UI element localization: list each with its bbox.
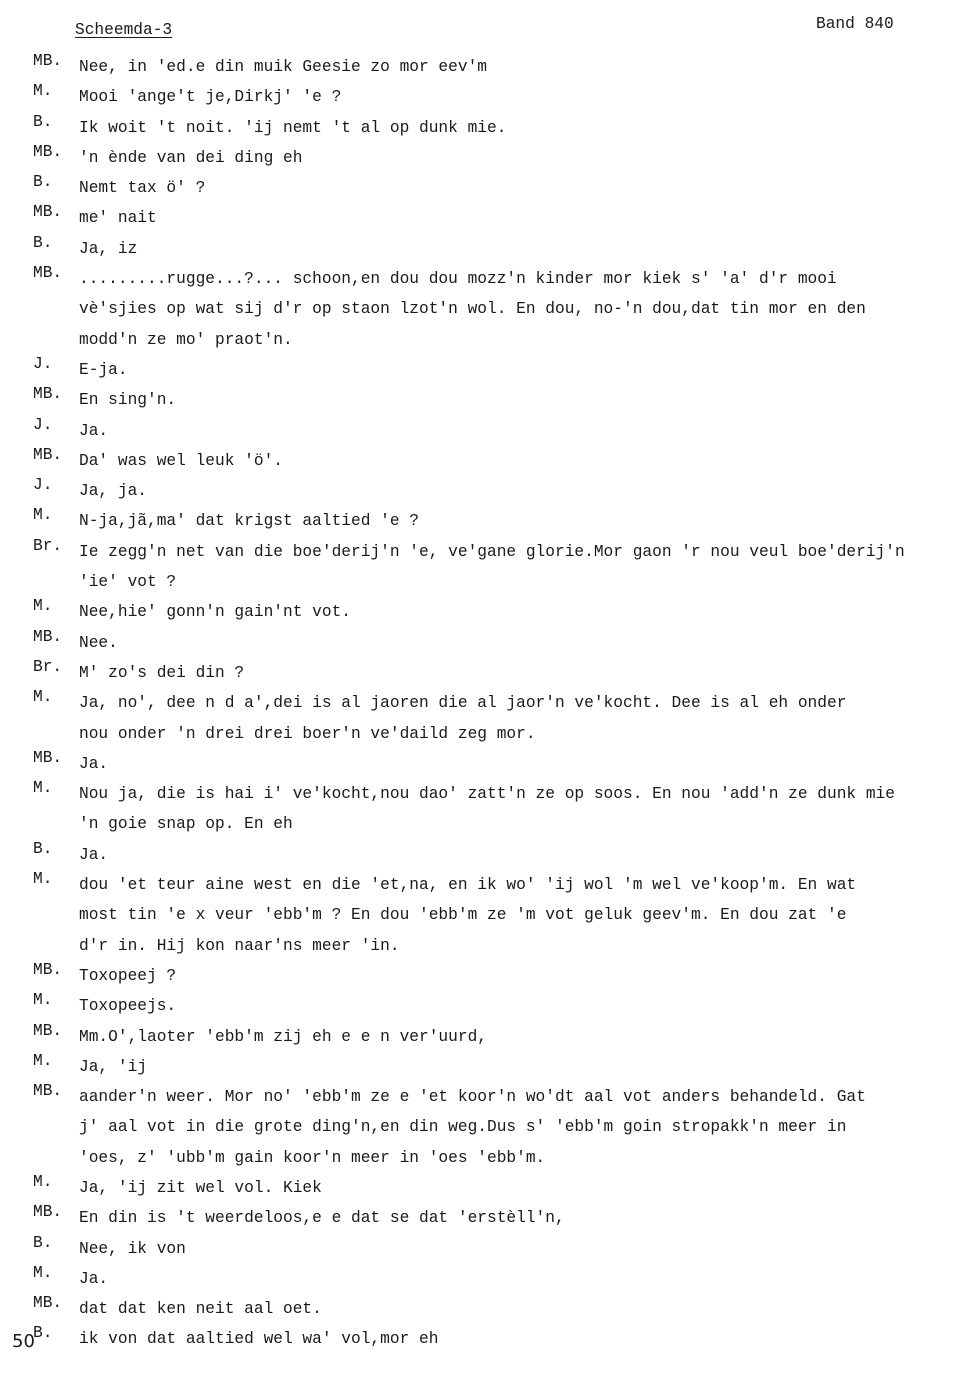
utterance (33, 1022, 978, 1052)
utterance (33, 779, 978, 840)
speaker-label: MB. (33, 264, 63, 283)
utterance-text (79, 52, 978, 82)
speaker-label: MB. (33, 385, 63, 404)
utterance-text (79, 82, 978, 112)
band-label: Band 840 (816, 15, 894, 33)
speaker-label: MB. (33, 52, 63, 70)
utterance-line: vè'sjies op wat sij d'r op staon lzot'n wol. En dou, no-'n dou,dat tin mor en den (79, 300, 866, 319)
utterance-line: Ja, 'ij (79, 1057, 147, 1076)
utterance (33, 537, 978, 598)
speaker-label: MB. (33, 445, 63, 464)
speaker-label: B. (33, 1233, 53, 1252)
utterance-line: j' aal vot in die grote ding'n,en din weg.Dus s' 'ebb'm goin stropakk'n meer in (79, 1118, 847, 1137)
utterance-line: 'ie' vot ? (79, 573, 177, 592)
utterance-line: Nee, ik von (79, 1239, 186, 1258)
page-number: 50 (12, 1331, 35, 1352)
utterance-text (79, 537, 978, 598)
speaker-label: MB. (33, 1294, 63, 1313)
utterance-line: Ja. (79, 754, 109, 773)
utterance-text (79, 1022, 978, 1052)
utterance-line: 'oes, z' 'ubb'm gain koor'n meer in 'oes 'ebb'm. (79, 1148, 546, 1167)
utterance-line: M' zo's dei din ? (79, 663, 245, 682)
utterance-text (79, 385, 978, 415)
utterance (33, 961, 978, 991)
utterance (33, 416, 978, 446)
utterance-text (79, 1264, 978, 1294)
speaker-label: MB. (33, 748, 63, 767)
utterance (33, 840, 978, 870)
utterance-line: Ja, ja. (79, 482, 147, 501)
utterance-line: aander'n weer. Mor no' 'ebb'm ze e 'et koor'n wo'dt aal vot anders behandeld. Gat (79, 1088, 866, 1107)
utterance (33, 1294, 978, 1324)
utterance (33, 1234, 978, 1264)
utterance-text (79, 991, 978, 1021)
speaker-label: B. (33, 839, 53, 858)
utterance-line: Ja. (79, 1269, 109, 1288)
utterance-text (79, 1052, 978, 1082)
utterance-line: dat dat ken neit aal oet. (79, 1300, 322, 1319)
utterance (33, 1173, 978, 1203)
utterance (33, 203, 978, 233)
utterance (33, 446, 978, 476)
speaker-label: M. (33, 1051, 53, 1070)
utterance (33, 1082, 978, 1173)
utterance (33, 991, 978, 1021)
utterance-text (79, 1324, 978, 1354)
utterance (33, 1052, 978, 1082)
utterance (33, 476, 978, 506)
utterance-line: Nee, in 'ed.e din muik Geesie zo mor eev'm (79, 58, 487, 76)
speaker-label: B. (33, 112, 53, 131)
utterance-text (79, 688, 978, 749)
utterance-text (79, 143, 978, 173)
utterance-text (79, 1234, 978, 1264)
speaker-label: MB. (33, 142, 63, 161)
utterance (33, 870, 978, 961)
speaker-label: MB. (33, 1203, 63, 1222)
utterance-text (79, 840, 978, 870)
utterance-line: nou onder 'n drei drei boer'n ve'daild zeg mor. (79, 724, 536, 743)
utterance-line: Ja, iz (79, 239, 138, 258)
utterance-text (79, 1082, 978, 1173)
utterance-line: Da' was wel leuk 'ö'. (79, 451, 283, 470)
utterance-text (79, 203, 978, 233)
utterance-text (79, 1294, 978, 1324)
speaker-label: B. (33, 173, 53, 192)
speaker-label: M. (33, 779, 53, 798)
utterance (33, 688, 978, 749)
utterance (33, 1324, 978, 1354)
speaker-label: MB. (33, 960, 63, 979)
transcript (33, 52, 978, 1355)
speaker-label: B. (33, 233, 53, 252)
utterance-line: En din is 't weerdeloos,e e dat se dat 'erstèll'n, (79, 1209, 565, 1228)
speaker-label: M. (33, 597, 53, 616)
utterance-line: Nee. (79, 633, 118, 652)
utterance (33, 506, 978, 536)
utterance-text (79, 173, 978, 203)
speaker-label: M. (33, 1263, 53, 1282)
utterance (33, 628, 978, 658)
utterance-line: Nou ja, die is hai i' ve'kocht,nou dao' zatt'n ze op soos. En nou 'add'n ze dunk mie (79, 785, 895, 804)
utterance-text (79, 506, 978, 536)
utterance-line: 'n goie snap op. En eh (79, 815, 293, 834)
speaker-label: MB. (33, 1021, 63, 1040)
speaker-label: Br. (33, 657, 63, 676)
utterance (33, 173, 978, 203)
utterance (33, 1203, 978, 1233)
speaker-label: J. (33, 354, 53, 373)
utterance-text (79, 476, 978, 506)
utterance-line: E-ja. (79, 360, 128, 379)
speaker-label: MB. (33, 627, 63, 646)
speaker-label: M. (33, 506, 53, 525)
utterance-text (79, 446, 978, 476)
utterance-text (79, 1203, 978, 1233)
speaker-label: M. (33, 82, 53, 101)
utterance (33, 1264, 978, 1294)
utterance-line: .........rugge...?... schoon,en dou dou mozz'n kinder mor kiek s' 'a' d'r mooi (79, 270, 837, 289)
speaker-label: Br. (33, 536, 63, 555)
utterance-line: Ja. (79, 845, 109, 864)
utterance-line: me' nait (79, 209, 157, 228)
utterance (33, 143, 978, 173)
utterance-line: Ja. (79, 421, 109, 440)
utterance-line: Nee,hie' gonn'n gain'nt vot. (79, 603, 351, 622)
speaker-label: M. (33, 688, 53, 707)
utterance (33, 264, 978, 355)
utterance (33, 234, 978, 264)
speaker-label: B. (33, 1324, 53, 1343)
utterance-line: Ik woit 't noit. 'ij nemt 't al op dunk mie. (79, 118, 507, 137)
utterance-text (79, 234, 978, 264)
utterance-line: Ja, no', dee n d a',dei is al jaoren die al jaor'n ve'kocht. Dee is al eh onder (79, 694, 847, 713)
utterance-text (79, 264, 978, 355)
speaker-label: MB. (33, 203, 63, 222)
utterance-line: Toxopeej ? (79, 966, 177, 985)
utterance (33, 52, 978, 82)
utterance-line: En sing'n. (79, 391, 177, 410)
utterance-line: Ja, 'ij zit wel vol. Kiek (79, 1178, 322, 1197)
utterance (33, 658, 978, 688)
document-title: Scheemda-3 (75, 21, 173, 39)
utterance-text (79, 779, 978, 840)
utterance-text (79, 597, 978, 627)
utterance-line: N-ja,jã,ma' dat krigst aaltied 'e ? (79, 512, 419, 531)
utterance-line: Nemt tax ö' ? (79, 179, 206, 198)
utterance-text (79, 113, 978, 143)
utterance-text (79, 961, 978, 991)
utterance-text (79, 749, 978, 779)
utterance-text (79, 658, 978, 688)
speaker-label: M. (33, 1172, 53, 1191)
utterance-line: Toxopeejs. (79, 997, 177, 1016)
utterance (33, 355, 978, 385)
utterance-text (79, 416, 978, 446)
utterance-text (79, 870, 978, 961)
utterance-line: 'n ènde van dei ding eh (79, 148, 303, 167)
speaker-label: J. (33, 415, 53, 434)
utterance-line: ik von dat aaltied wel wa' vol,mor eh (79, 1330, 439, 1349)
utterance-line: modd'n ze mo' praot'n. (79, 330, 293, 349)
utterance-line: most tin 'e x veur 'ebb'm ? En dou 'ebb'm ze 'm vot geluk geev'm. En dou zat 'e (79, 906, 847, 925)
utterance (33, 113, 978, 143)
utterance-line: Ie zegg'n net van die boe'derij'n 'e, ve'gane glorie.Mor gaon 'r nou veul boe'derij'n (79, 542, 905, 561)
utterance-line: Mooi 'ange't je,Dirkj' 'e ? (79, 88, 342, 107)
utterance-text (79, 355, 978, 385)
utterance-text (79, 1173, 978, 1203)
utterance (33, 82, 978, 112)
utterance (33, 597, 978, 627)
utterance-line: d'r in. Hij kon naar'ns meer 'in. (79, 936, 400, 955)
speaker-label: MB. (33, 1082, 63, 1101)
speaker-label: M. (33, 991, 53, 1010)
utterance (33, 385, 978, 415)
utterance-text (79, 628, 978, 658)
utterance-line: dou 'et teur aine west en die 'et,na, en ik wo' 'ij wol 'm wel ve'koop'm. En wat (79, 876, 857, 895)
utterance-line: Mm.O',laoter 'ebb'm zij eh e e n ver'uurd, (79, 1027, 487, 1046)
utterance (33, 749, 978, 779)
speaker-label: M. (33, 870, 53, 889)
speaker-label: J. (33, 476, 53, 495)
